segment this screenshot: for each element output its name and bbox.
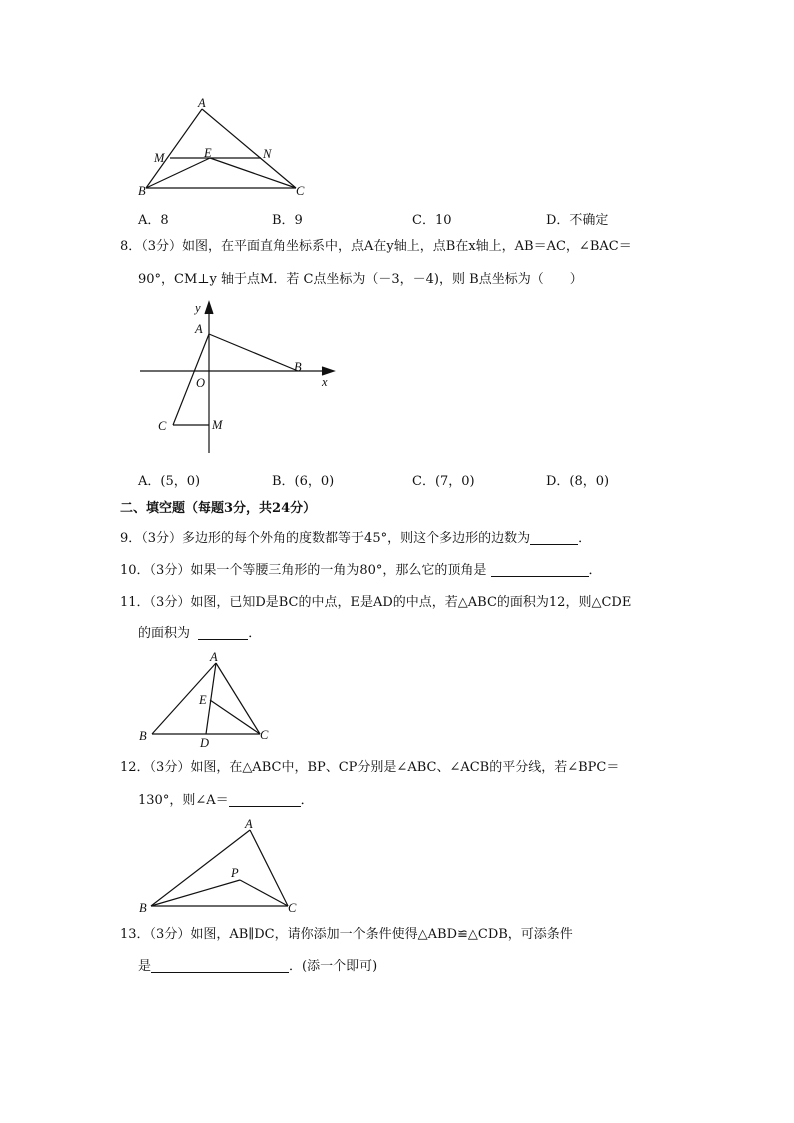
axis-label-y: y — [195, 301, 201, 315]
q8-line2: 90°，CM⊥y 轴于点M．若 C点坐标为（－3，－4)，则 B点坐标为（ ） — [138, 272, 583, 287]
point-label-c: C — [296, 184, 305, 198]
point-label-c: C — [158, 419, 167, 433]
point-label-a: A — [245, 817, 253, 831]
point-label-a: A — [210, 650, 218, 664]
point-label-d: D — [200, 736, 210, 750]
point-label-b: B — [294, 360, 302, 374]
point-label-b: B — [139, 729, 147, 743]
point-label-a: A — [198, 96, 206, 110]
section-title-fill-in: 二、填空题（每题3分，共24分） — [120, 501, 317, 516]
origin-label-o: O — [196, 376, 206, 390]
q13-answer-blank[interactable] — [151, 960, 289, 973]
q13-line1: 13．（3分）如图，AB∥DC，请你添加一个条件使得△ABD≌△CDB，可添条件 — [120, 927, 573, 942]
point-label-a: A — [195, 322, 203, 336]
q7-option-d: D．不确定 — [546, 213, 609, 228]
point-label-b: B — [138, 184, 146, 198]
point-label-e: E — [204, 146, 212, 160]
q13-end: ．(添一个即可) — [289, 959, 378, 974]
point-label-m: M — [154, 151, 165, 165]
q8-option-a: A．(5，0) — [138, 474, 201, 489]
q10-question: 10．（3分）如果一个等腰三角形的一角为80°，那么它的顶角是 — [120, 563, 487, 578]
q8-option-b: B．(6，0) — [272, 474, 335, 489]
q12-line1: 12．（3分）如图，在△ABC中，BP、CP分别是∠ABC、∠ACB的平分线，若∠BPC＝ — [120, 760, 620, 775]
q12-question-end: 130°，则∠A＝ — [138, 793, 229, 808]
point-label-p: P — [231, 866, 239, 880]
q11-question-end: 的面积为 — [138, 626, 191, 641]
q12-end: ． — [300, 793, 314, 808]
point-label-b: B — [139, 901, 147, 915]
q10-end: ． — [588, 563, 602, 578]
q7-option-c: C．10 — [412, 213, 452, 228]
q8-option-c: C．(7，0) — [412, 474, 475, 489]
point-label-e: E — [199, 693, 207, 707]
q7-option-b: B．9 — [272, 213, 303, 228]
point-label-c: C — [260, 728, 269, 742]
q9-question: 9．（3分）多边形的每个外角的度数都等于45°，则这个多边形的边数为 — [120, 531, 531, 546]
q13-line2 — [138, 960, 377, 973]
q8-option-d: D．(8，0) — [546, 474, 610, 489]
axis-label-x: x — [322, 375, 328, 389]
q13-question-end: 是 — [138, 959, 152, 974]
q11-line1: 11．（3分）如图，已知D是BC的中点，E是AD的中点，若△ABC的面积为12，则△CDE — [120, 595, 632, 610]
point-label-m: M — [212, 418, 223, 432]
q9-end: ． — [578, 531, 592, 546]
q7-option-a: A．8 — [138, 213, 169, 228]
q8-line1: 8．（3分）如图，在平面直角坐标系中，点A在y轴上，点B在x轴上，AB＝AC，∠BAC＝ — [120, 239, 632, 254]
point-label-c: C — [288, 901, 297, 915]
q11-end: ． — [248, 626, 262, 641]
point-label-n: N — [263, 147, 272, 161]
